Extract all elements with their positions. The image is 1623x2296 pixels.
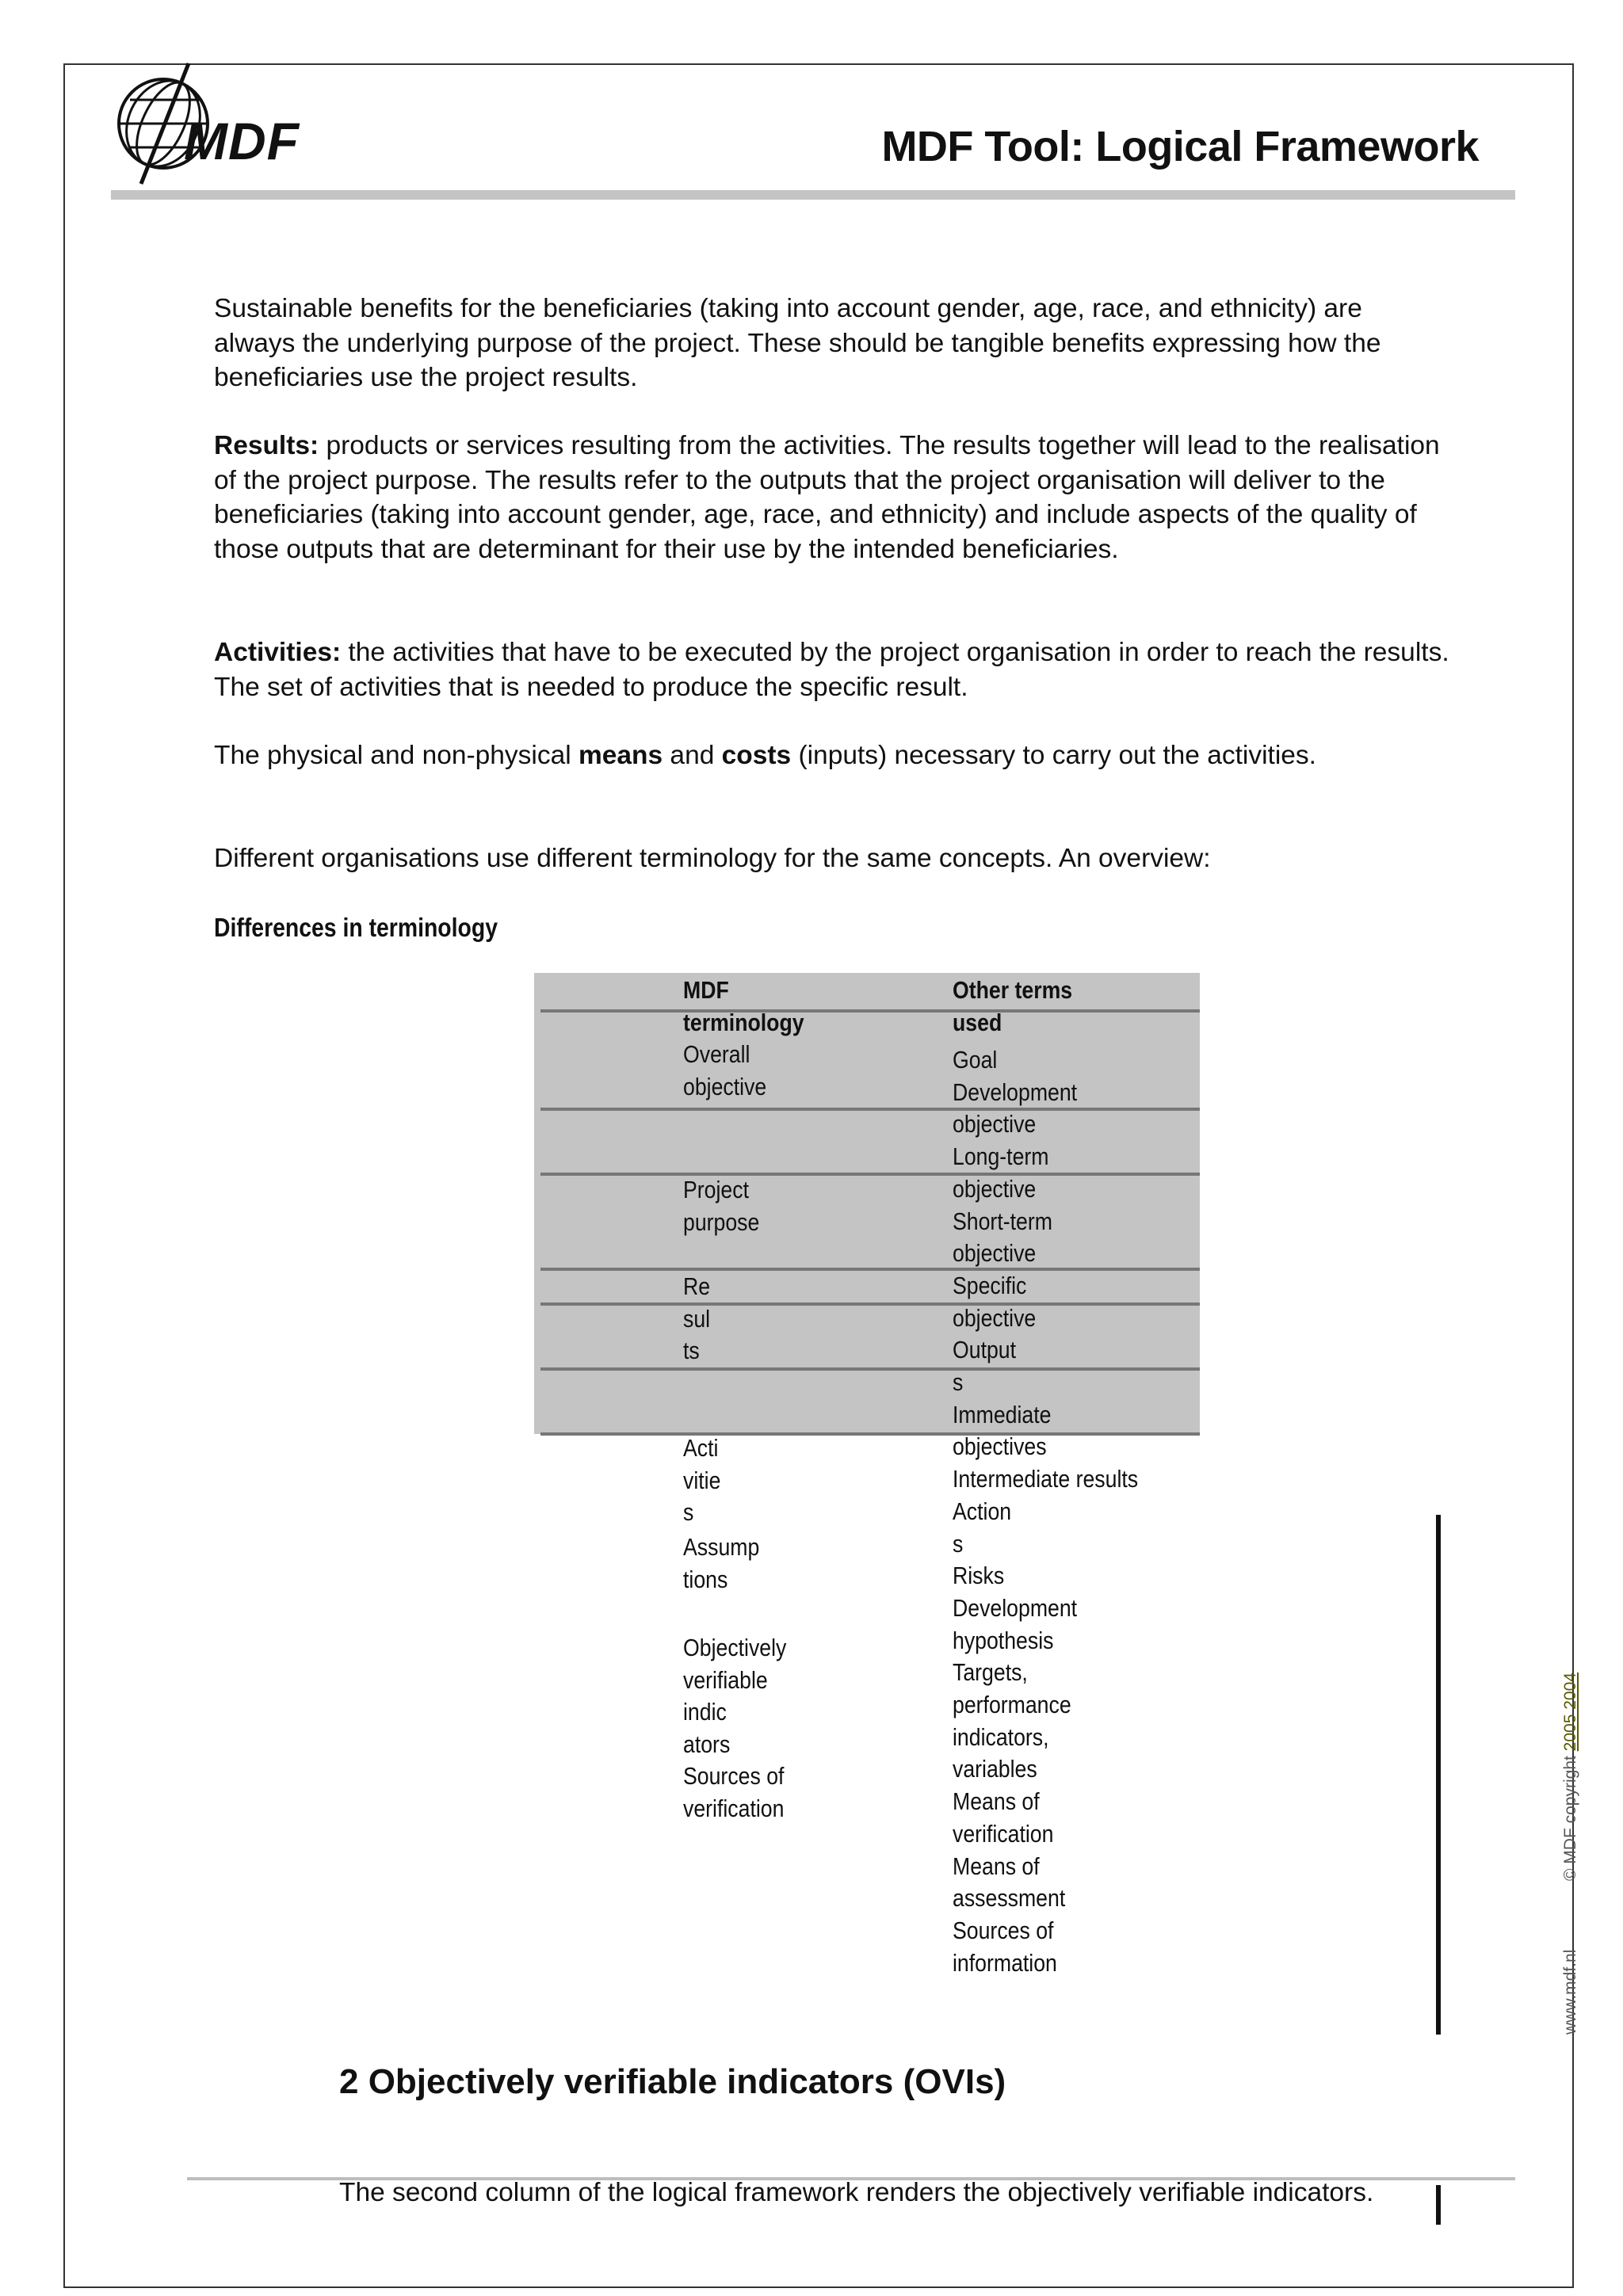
mdf-logo — [114, 62, 328, 189]
mdf-term-project-purpose: Project purpose — [683, 1176, 760, 1236]
section-heading: 2 Objectively verifiable indicators (OVIs) — [339, 2062, 1006, 2101]
mdf-term-assumptions: Assump tions — [683, 1533, 760, 1593]
means-text-a: The physical and non-physical — [214, 741, 579, 770]
section-body: The second column of the logical framework renders the objectively verifiable indicators. — [339, 2178, 1374, 2207]
table-header-mdf: MDF terminology — [683, 976, 804, 1036]
mdf-term-activities: Acti vitie s — [683, 1434, 721, 1527]
terminology-heading: Differences in terminology — [214, 913, 498, 942]
copyright-notice — [1561, 1672, 1580, 1881]
means-text-b: and — [663, 741, 722, 770]
header-divider — [111, 190, 1515, 200]
paragraph-overview: Different organisations use different terminology for the same concepts. An overview: — [214, 844, 1211, 873]
results-text: products or services resulting from the activities. The results together will lead to the realisation of the project purpose. The results refer to the outputs that the project organisation will deliver to the beneficiaries (taking into account gender, age, race, and ethnicity) and include aspects of the quality of those outputs that are determinant for their use by the intended beneficiaries. — [214, 431, 1440, 564]
change-bar — [1436, 1515, 1441, 2035]
page-title: MDF Tool: Logical Framework — [881, 123, 1479, 170]
mdf-term-overall-objective: Overall objective — [683, 1040, 767, 1100]
costs-label: costs — [721, 741, 792, 770]
means-label: means — [578, 741, 663, 770]
copyright-prefix: © MDF copyright — [1561, 1751, 1579, 1881]
activities-label: Activities: — [214, 638, 342, 667]
logo-text: MDF — [184, 112, 300, 170]
means-text-c: (inputs) necessary to carry out the activities. — [791, 741, 1316, 770]
table-header-other: Other terms used — [953, 976, 1073, 1036]
copyright-year: 2005 2004 — [1561, 1672, 1579, 1752]
website-url: www.mdf.nl — [1561, 1949, 1579, 2035]
mdf-term-results: Re sul ts — [683, 1272, 711, 1365]
table-row-rule — [540, 1009, 1200, 1013]
paragraph-results — [214, 429, 1450, 566]
paragraph-purpose: Sustainable benefits for the beneficiaries (taking into account gender, age, race, and ethnicity) are always the underlying purpose of the project. These should be tangible benefits expressing how the beneficiaries use the project results. — [214, 294, 1381, 392]
paragraph-means-costs — [214, 738, 1450, 773]
results-label: Results: — [214, 431, 319, 460]
mdf-term-ovis: Objectively verifiable indic ators — [683, 1634, 787, 1759]
paragraph-activities — [214, 635, 1450, 704]
other-terms-list: Goal Development objective Long-term objective Short-term objective Specific objective Output s Immediate objectives Intermediate results Action s Risks Development hypothesis Targets, performance indicators, variables Means of verification Means of assessment Sources of information — [953, 1046, 1139, 1977]
mdf-term-sources: Sources of verification — [683, 1762, 785, 1822]
activities-text: the activities that have to be executed by the project organisation in order to reach the results. The set of activities that is needed to produce the specific result. — [214, 638, 1449, 702]
